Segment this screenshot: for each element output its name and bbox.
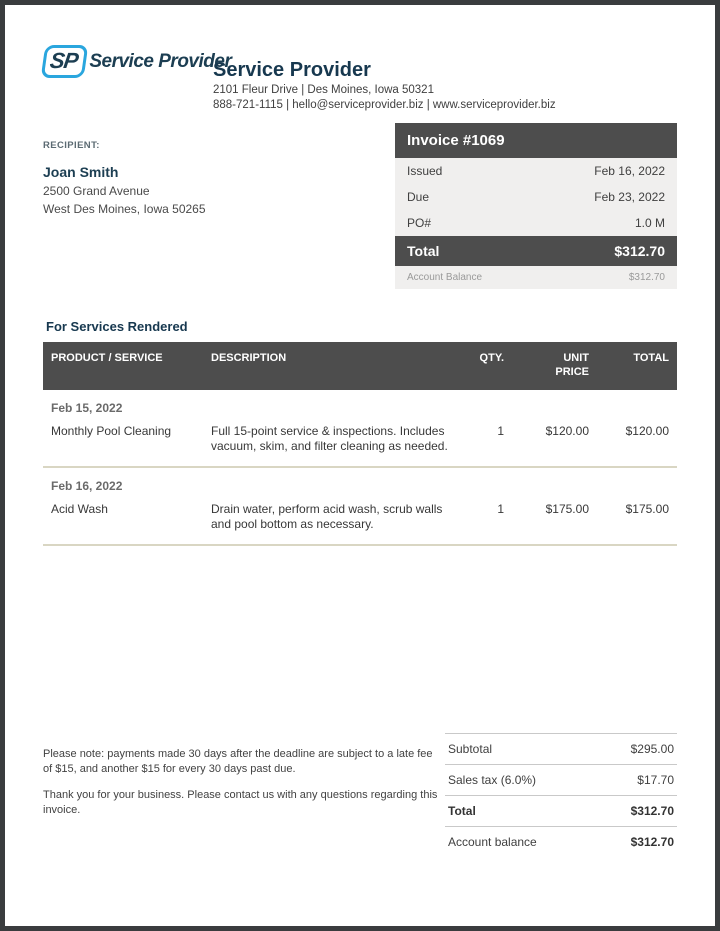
totals-label: Sales tax (6.0%) [448,773,537,787]
invoice-meta-label: Issued [407,164,443,178]
service-item-row [43,497,677,546]
footer-notes [43,747,441,857]
invoice-meta-row [395,158,677,184]
page-footer [43,733,677,857]
recipient-block [43,140,206,216]
invoice-total-row [395,236,677,266]
service-description: Full 15-point service & inspections. Includes vacuum, skim, and filter cleaning as needed. [211,423,448,454]
totals-row [445,733,677,764]
invoice-meta-value: Feb 16, 2022 [594,164,665,178]
thank-you-note: Thank you for your business. Please contact us with any questions regarding this invoice. [43,788,438,816]
service-date-row: Feb 15, 2022 [51,400,123,415]
company-logo [43,41,232,78]
services-column-header: TOTAL [633,352,669,364]
invoice-meta-label: Due [407,190,430,204]
invoice-meta-label: PO# [407,216,432,230]
totals-value: $312.70 [630,804,674,818]
totals-value: $295.00 [630,742,674,756]
totals-row [445,764,677,795]
service-qty: 1 [497,423,504,438]
invoice-balance-label: Account Balance [407,272,483,283]
service-qty: 1 [497,501,504,516]
services-section [5,319,715,546]
service-description: Drain water, perform acid wash, scrub walls and pool bottom as necessary. [211,501,443,532]
totals-value: $312.70 [630,835,674,849]
unit-price-header-text: UNIT PRICE [555,352,589,378]
invoice-summary-box [395,123,677,289]
recipient-invoice-section [5,111,715,289]
totals-label: Account balance [448,835,537,849]
totals-label: Total [448,804,476,818]
services-table-header [43,342,677,390]
invoice-balance-row [395,266,677,289]
services-title: For Services Rendered [46,319,188,334]
invoice-meta-value: 1.0 M [634,216,665,230]
totals-label: Subtotal [448,742,493,756]
services-column-header [512,342,597,390]
company-info [213,59,556,111]
logo-wordmark: Service Provider [89,50,232,72]
invoice-balance-value: $312.70 [628,272,665,283]
invoice-meta-row [395,184,677,210]
logo-sp-badge-icon [41,45,89,78]
recipient-address-line2: West Des Moines, Iowa 50265 [43,202,206,216]
service-total: $175.00 [625,501,669,516]
services-column-header: DESCRIPTION [211,352,287,364]
invoice-rows [395,158,677,236]
invoice-number-title: Invoice #1069 [395,123,677,158]
service-date-row: Feb 16, 2022 [51,478,123,493]
service-item-row [43,419,677,468]
company-contact: 888-721-1115 | hello@serviceprovider.biz | www.serviceprovider.biz [213,99,556,111]
service-product: Monthly Pool Cleaning [51,423,172,438]
services-table-body [43,390,677,546]
company-address: 2101 Fleur Drive | Des Moines, Iowa 50321 [213,84,434,96]
totals-value: $17.70 [637,773,674,787]
services-table [43,342,677,546]
invoice-meta-value: Feb 23, 2022 [594,190,665,204]
totals-row [445,826,677,857]
service-total: $120.00 [625,423,669,438]
totals-row [445,795,677,826]
services-column-header: PRODUCT / SERVICE [51,352,163,364]
company-name: Service Provider [213,59,371,81]
logo-badge-text: SP [48,48,80,73]
totals-block [445,733,677,857]
service-unit-price: $175.00 [545,501,589,516]
invoice-total-value: $312.70 [614,243,665,259]
recipient-address-line1: 2500 Grand Avenue [43,184,150,198]
invoice-total-label: Total [407,243,440,259]
late-fee-note: Please note: payments made 30 days after the deadline are subject to a late fee of $15, and another $15 for every 30 days past due. [43,748,433,775]
page-header [5,5,715,111]
recipient-name: Joan Smith [43,164,119,180]
service-product: Acid Wash [51,501,108,516]
services-column-header: QTY. [479,352,504,364]
recipient-label: RECIPIENT: [43,140,100,151]
service-unit-price: $120.00 [545,423,589,438]
invoice-meta-row [395,210,677,236]
